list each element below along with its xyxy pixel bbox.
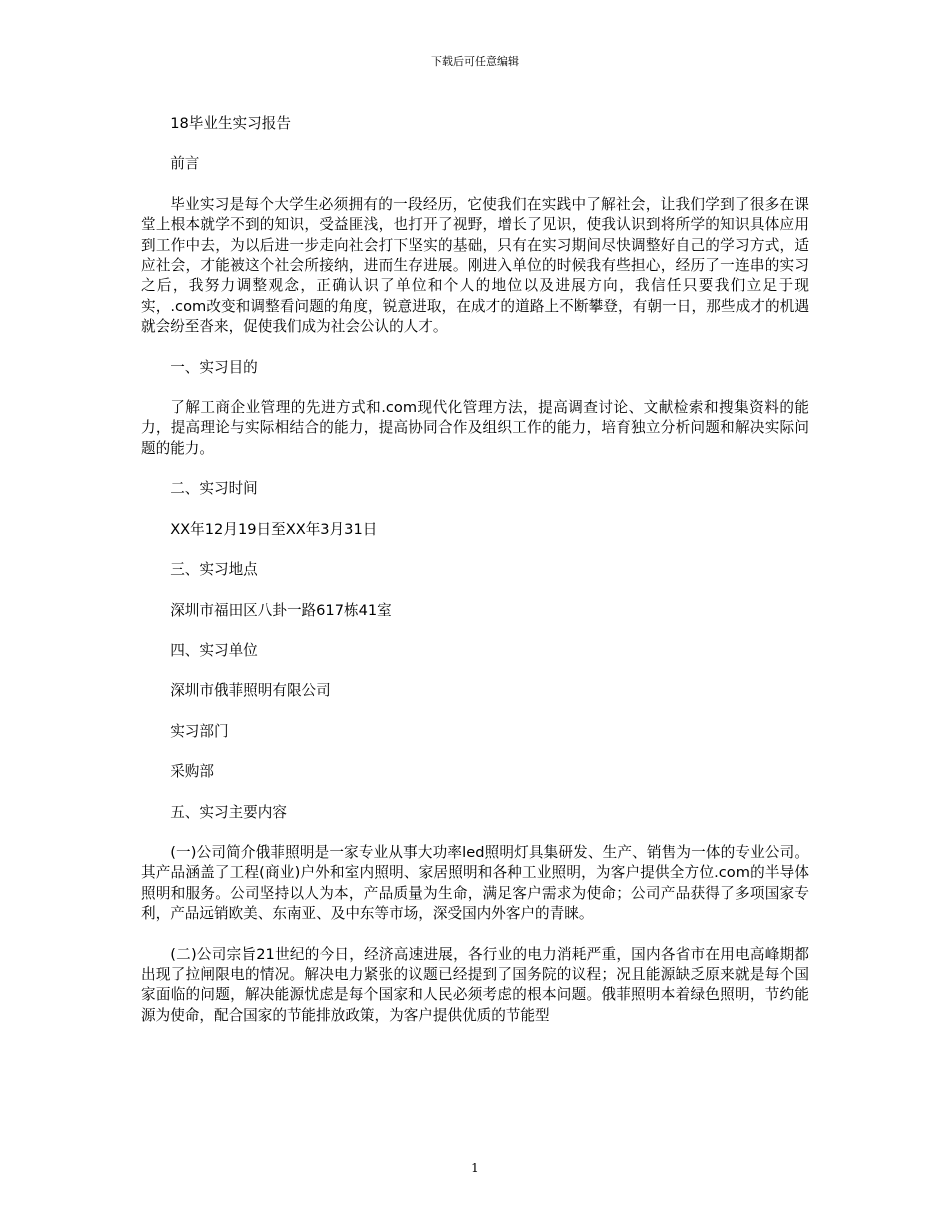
company-intro-paragraph: (一)公司简介俄菲照明是一家专业从事大功率led照明灯具集研发、生产、销售为一体的专业公司。其产品涵盖了工程(商业)户外和室内照明、家居照明和各种工业照明，为客户提供全方位.com的半导体照明和服务。公司坚持以人为本，产品质量为生命，满足客户需求为使命；公司产品获得了多项国家专利，产品远销欧美、东南亚、及中东等市场，深受国内外客户的青睐。 — [141, 843, 809, 923]
department-heading: 实习部门 — [170, 722, 229, 740]
section-text-time: XX年12月19日至XX年3月31日 — [170, 520, 378, 538]
section-text-location: 深圳市福田区八卦一路617栋41室 — [170, 601, 392, 619]
department-text: 采购部 — [170, 763, 214, 781]
company-purpose-paragraph: (二)公司宗旨21世纪的今日，经济高速进展，各行业的电力消耗严重，国内各省市在用电高峰期都出现了拉闸限电的情况。解决电力紧张的议题已经提到了国务院的议程；况且能源缺乏原来就是每个国家面临的问题，解决能源忧虑是每个国家和人民必须考虑的根本问题。俄菲照明本着绿色照明，节约能源为使命，配合国家的节能排放政策，为客户提供优质的节能型 — [141, 945, 809, 1024]
section-heading-content: 五、实习主要内容 — [170, 803, 287, 821]
section-heading-location: 三、实习地点 — [170, 561, 258, 579]
document-body — [141, 114, 809, 1026]
page-number: 1 — [471, 1161, 479, 1175]
section-heading-purpose: 一、实习目的 — [170, 358, 258, 376]
page-header: 下载后可任意编辑 — [431, 55, 519, 68]
section-paragraph-purpose: 了解工商企业管理的先进方式和.com现代化管理方法，提高调查讨论、文献检索和搜集资料的能力，提高理论与实际相结合的能力，提高协同合作及组织工作的能力，培育独立分析问题和解决实际问题的能力。 — [141, 399, 809, 457]
document-title: 18毕业生实习报告 — [170, 115, 291, 132]
section-heading-company: 四、实习单位 — [170, 641, 258, 659]
section-heading-time: 二、实习时间 — [170, 480, 258, 498]
preface-heading: 前言 — [170, 155, 200, 173]
section-text-company: 深圳市俄菲照明有限公司 — [170, 682, 331, 700]
preface-paragraph: 毕业实习是每个大学生必须拥有的一段经历，它使我们在实践中了解社会，让我们学到了很多在课堂上根本就学不到的知识，受益匪浅，也打开了视野，增长了见识，使我认识到将所学的知识具体应用到工作中去，为以后进一步走向社会打下坚实的基础，只有在实习期间尽快调整好自己的学习方式，适应社会，才能被这个社会所接纳，进而生存进展。刚进入单位的时候我有些担心，经历了一连串的实习之后，我努力调整观念，正确认识了单位和个人的地位以及进展方向，我信任只要我们立足于现实，.com改变和调整看问题的角度，锐意进取，在成才的道路上不断攀登，有朝一日，那些成才的机遇就会纷至沓来，促使我们成为社会公认的人才。 — [141, 195, 809, 336]
